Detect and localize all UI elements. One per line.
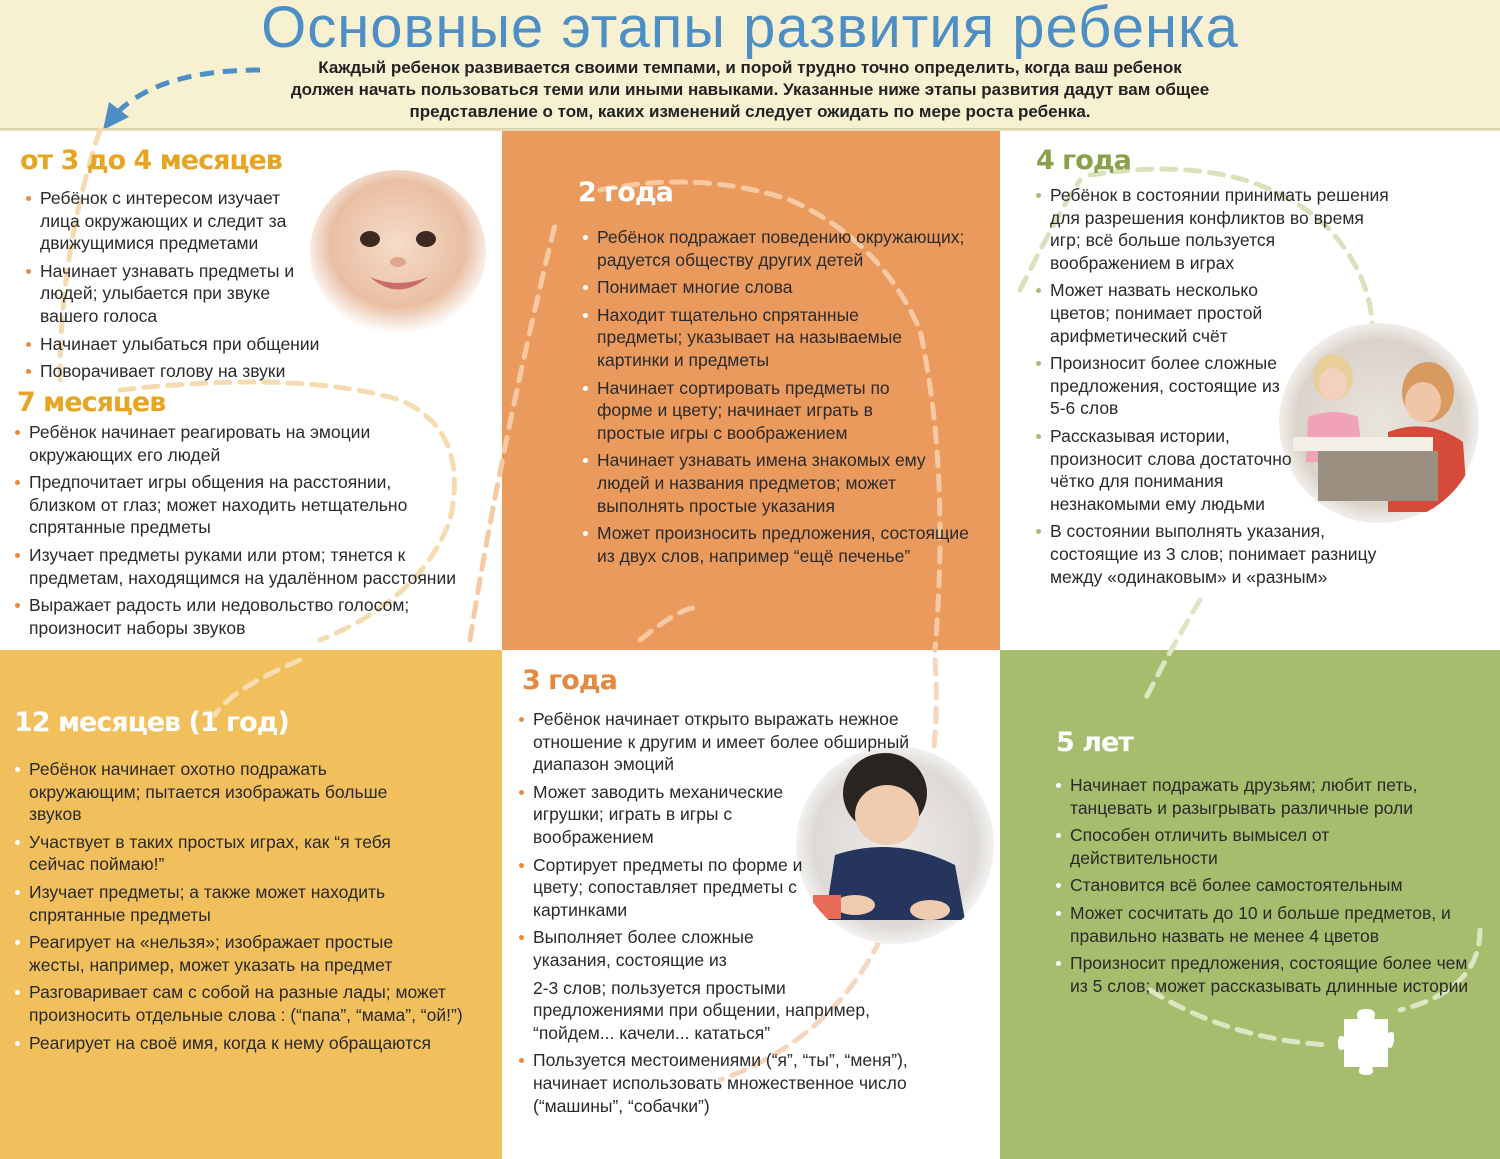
- list-item: Начинает сортировать предметы по форме и цвету; начинает играть в простые игры с воображением: [581, 377, 942, 445]
- intro-line: Каждый ребенок развивается своими темпами, и порой трудно точно определить, когда ваш ребенок: [318, 58, 1182, 77]
- list-item: Выполняет более сложные указания, состоящие из: [517, 926, 808, 971]
- list-2-years: [581, 226, 971, 572]
- list-item: Изучает предметы; а также может находить спрятанные предметы: [13, 881, 429, 926]
- list-item: Участвует в таких простых играх, как “я тебя сейчас поймаю!”: [13, 831, 429, 876]
- stage-title-7-months: 7 месяцев: [17, 387, 166, 418]
- list-item: Начинает узнавать предметы и людей; улыбается при звуке вашего голоса: [24, 260, 314, 328]
- list-item: Ребёнок с интересом изучает лица окружающих и следит за движущимися предметами: [24, 187, 314, 255]
- intro-line: представление о том, каких изменений следует ожидать по мере роста ребенка.: [409, 102, 1091, 121]
- list-item: В состоянии выполнять указания, состоящие из 3 слов; понимает разницу между «одинаковым» и «разным»: [1034, 520, 1380, 588]
- list-item: 2-3 слов; пользуется простыми предложениями при общении, например, “пойдем... качели... кататься”: [533, 977, 870, 1043]
- list-item: Предпочитает игры общения на расстоянии, близком от глаз; может находить нетщательно спрятанные предметы: [13, 471, 459, 539]
- puzzle-piece-icon: [1338, 1005, 1394, 1075]
- stage-title-4-years: 4 года: [1036, 145, 1131, 176]
- list-item: Ребёнок подражает поведению окружающих; радуется обществу других детей: [581, 226, 971, 271]
- list-item: Произносит более сложные предложения, состоящие из 5-6 слов: [1034, 352, 1280, 420]
- list-item: Рассказывая истории, произносит слова достаточно чётко для понимания незнакомыми ему людьми: [1034, 425, 1295, 515]
- list-item: Пользуется местоимениями (“я”, “ты”, “меня”), начинает использовать множественное число (“машины”, “собачки”): [517, 1049, 947, 1117]
- stage-title-3-years: 3 года: [522, 665, 617, 696]
- stage-title-2-years: 2 года: [578, 177, 673, 208]
- list-item: Поворачивает голову на звуки: [24, 360, 370, 383]
- stage-title-5-years: 5 лет: [1056, 727, 1133, 758]
- list-item: Может назвать несколько цветов; понимает простой арифметический счёт: [1034, 279, 1300, 347]
- page-title: Основные этапы развития ребенка: [261, 0, 1239, 60]
- list-5-years: [1054, 774, 1484, 1002]
- list-item: Ребёнок начинает реагировать на эмоции окружающих его людей: [13, 421, 409, 466]
- list-item: Произносит предложения, состоящие более чем из 5 слов; может рассказывать длинные истории: [1054, 952, 1480, 997]
- list-item: Находит тщательно спрятанные предметы; указывает на называемые картинки и предметы: [581, 304, 942, 372]
- list-4-years: [1034, 184, 1394, 593]
- list-item: Начинает узнавать имена знакомых ему людей и названия предметов; может выполнять простые указания: [581, 449, 972, 517]
- intro-text: [270, 57, 1230, 123]
- stage-title-3-4-months: от 3 до 4 месяцев: [20, 145, 282, 176]
- list-item: Ребёнок начинает охотно подражать окружающим; пытается изображать больше звуков: [13, 758, 429, 826]
- list-item: Выражает радость или недовольство голосом; произносит наборы звуков: [13, 594, 459, 639]
- list-item: Изучает предметы руками или ртом; тянется к предметам, находящимся на удалённом расстоянии: [13, 544, 491, 589]
- list-item: Становится всё более самостоятельным: [1054, 874, 1484, 897]
- list-12-months: [13, 758, 491, 1059]
- header: [0, 0, 1500, 130]
- list-item: Начинает улыбаться при общении: [24, 333, 370, 356]
- list-item: Ребёнок в состоянии принимать решения для разрешения конфликтов во время игр; всё больше пользуется воображением в играх: [1034, 184, 1394, 274]
- list-item: Может сосчитать до 10 и больше предметов, и правильно назвать не менее 4 цветов: [1054, 902, 1485, 947]
- list-item: Сортирует предметы по форме и цвету; сопоставляет предметы с картинками: [517, 854, 808, 922]
- list-item: Разговаривает сам с собой на разные лады; может произносить отдельные слова : (“папа”, “мама”, “ой!”): [13, 981, 489, 1026]
- list-item: Может произносить предложения, состоящие из двух слов, например “ещё печенье”: [581, 522, 972, 567]
- stage-title-12-months: 12 месяцев (1 год): [14, 707, 289, 738]
- list-3-4-months: [24, 187, 320, 388]
- intro-line: должен начать пользоваться теми или иными навыками. Указанные ниже этапы развития дадут вам общее: [290, 80, 1210, 99]
- list-item: Реагирует на своё имя, когда к нему обращаются: [13, 1032, 491, 1055]
- list-item: Способен отличить вымысел от действительности: [1054, 824, 1370, 869]
- dashed-arrow-icon: [95, 62, 265, 132]
- list-item: Может заводить механические игрушки; играть в игры с воображением: [517, 781, 823, 849]
- baby-photo: [308, 167, 488, 337]
- list-7-months: [13, 421, 491, 644]
- list-3-years: [517, 708, 947, 1122]
- list-item: Реагирует на «нельзя»; изображает простые жесты, например, может указать на предмет: [13, 931, 449, 976]
- list-item: Ребёнок начинает открыто выражать нежное отношение к другим и имеет более обширный диапазон эмоций: [517, 708, 947, 776]
- list-item: Понимает многие слова: [581, 276, 971, 299]
- list-item: Начинает подражать друзьям; любит петь, танцевать и разыгрывать различные роли: [1054, 774, 1484, 819]
